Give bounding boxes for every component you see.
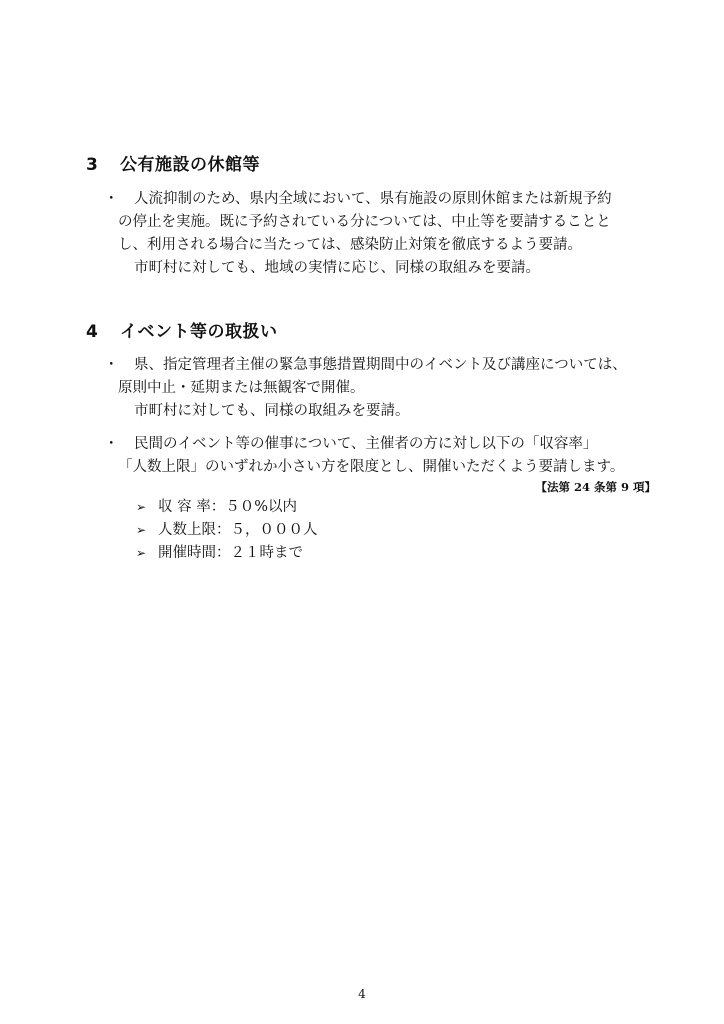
legal-reference: 【法第 24 条第 9 項】	[535, 480, 656, 494]
section-3-bullet-mark: ・	[104, 191, 119, 207]
section-3-number: 3	[86, 155, 99, 175]
section-4-bullet-1-line-1: 県、指定管理者主催の緊急事態措置期間中のイベント及び講座については、	[134, 357, 627, 373]
arrow-right-icon: ➢	[136, 523, 147, 537]
section-4-number: 4	[86, 322, 99, 342]
section-4-bullet-2-line-1: 民間のイベント等の催事について、主催者の方に対し以下の「収容率」	[134, 436, 598, 452]
section-3-line-1: 人流抑制のため、県内全域において、県有施設の原則休館または新規予約	[134, 191, 612, 207]
limit-item-text: 人数上限：５，０００人	[158, 522, 318, 538]
section-4-bullet-2-line-2: 「人数上限」のいずれか小さい方を限度とし、開催いただくよう要請します。	[118, 459, 625, 475]
section-4-bullet-1-line-3: 市町村に対しても、同様の取組みを要請。	[134, 403, 410, 419]
section-3-line-3: し、利用される場合に当たっては、感染防止対策を徹底するよう要請。	[118, 237, 582, 253]
section-4-bullet-1-mark: ・	[104, 357, 119, 373]
section-4-bullet-1-line-2: 原則中止・延期または無観客で開催。	[118, 380, 365, 396]
page-number: 4	[358, 987, 366, 1001]
arrow-right-icon: ➢	[136, 546, 147, 560]
section-3-line-2: の停止を実施。既に予約されている分については、中止等を要請することと	[118, 214, 611, 230]
section-3-title: 公有施設の休館等	[120, 155, 260, 175]
section-4-title: イベント等の取扱い	[120, 322, 278, 342]
section-3-heading	[86, 150, 260, 175]
section-4-bullet-2-mark: ・	[104, 436, 119, 452]
section-3-line-4: 市町村に対しても、地域の実情に応じ、同様の取組みを要請。	[134, 260, 540, 276]
limit-item-text: 収 容 率：５０%以内	[158, 499, 297, 515]
limit-item-capacity	[136, 498, 297, 516]
arrow-right-icon: ➢	[136, 500, 147, 514]
limit-item-text: 開催時間：２１時まで	[158, 545, 303, 561]
limit-item-attendance	[136, 521, 318, 539]
limit-item-hours	[136, 544, 303, 562]
section-4-heading	[86, 317, 278, 342]
